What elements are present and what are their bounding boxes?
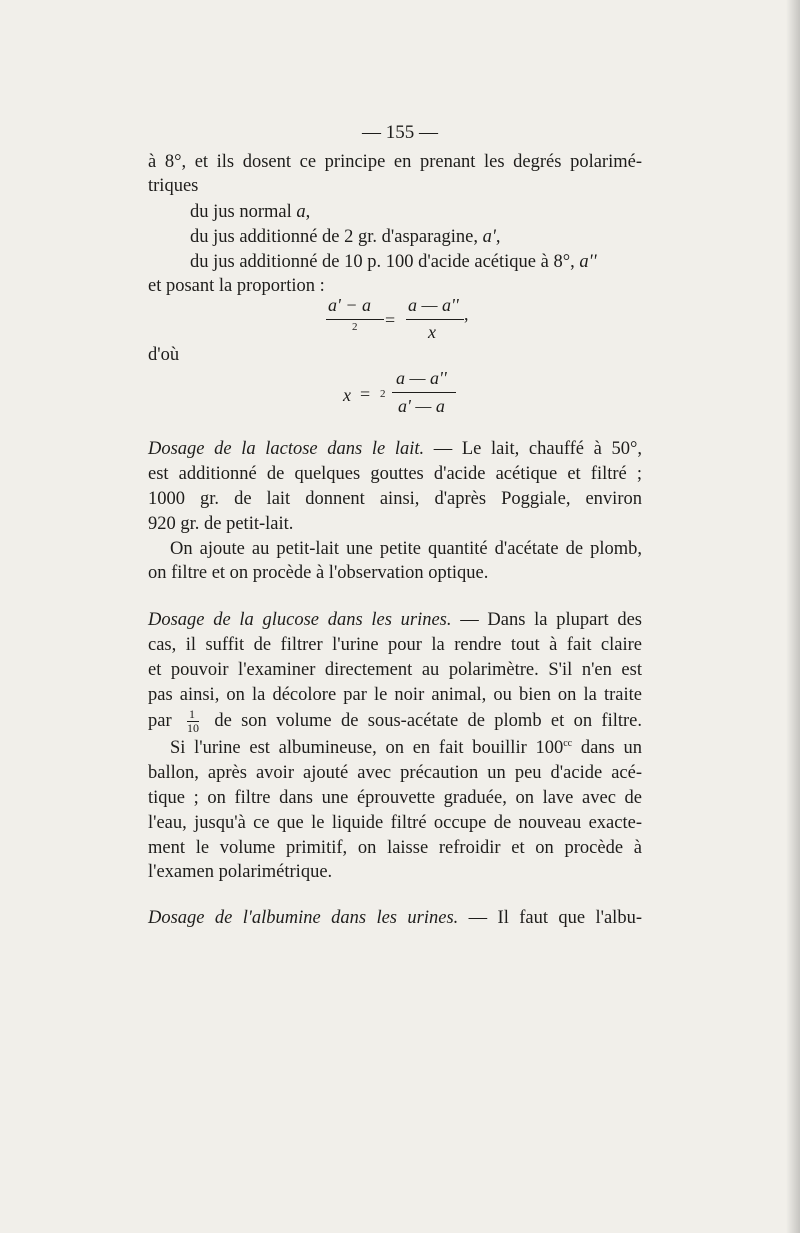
text-line: 1000 gr. de lait donnent ainsi, d'après Poggiale, environ: [148, 489, 642, 509]
section-title-albumine: Dosage de l'albumine dans les urines.: [148, 908, 459, 928]
list-item: [190, 225, 500, 249]
section-title-glucose: Dosage de la glucose dans les urines.: [148, 610, 452, 630]
section-heading-line: [148, 437, 642, 461]
inline-fraction: [187, 708, 199, 735]
fraction-bar: [406, 319, 464, 320]
fraction-numerator: a — a'': [408, 295, 459, 315]
variable: a': [482, 227, 496, 247]
punctuation: ,: [305, 202, 311, 222]
fraction-denominator: x: [428, 322, 436, 342]
fraction-denominator: 10: [186, 721, 199, 735]
superscript: cc: [563, 737, 573, 749]
text-line: et posant la proportion :: [148, 276, 325, 296]
fraction-numerator: a' − a: [328, 295, 371, 315]
section-heading-line: [148, 608, 642, 632]
text-line: On ajoute au petit-lait une petite quantité d'acétate de plomb,: [170, 539, 642, 559]
variable: a'': [579, 252, 597, 272]
equals-sign: =: [360, 384, 371, 404]
text-span: — Il faut que l'albu-: [458, 908, 642, 928]
text-line: d'où: [148, 345, 180, 365]
page-edge-shadow: [786, 0, 800, 1233]
text-span: dans un: [572, 738, 642, 758]
page-number: — 155 —: [362, 122, 438, 143]
variable: a: [296, 202, 306, 222]
text-span: de son volume de sous-acétate de plomb et on filtre.: [214, 710, 643, 731]
fraction-bar: [392, 392, 456, 393]
text-line: 920 gr. de petit-lait.: [148, 514, 294, 534]
text-line-with-fraction: [148, 708, 642, 735]
text-line: l'eau, jusqu'à ce que le liquide filtré occupe de nouveau exacte-: [148, 813, 642, 833]
text-line: à 8°, et ils dosent ce principe en prenant les degrés polarimé-: [148, 152, 642, 172]
section-heading-line: [148, 906, 642, 930]
text-line: triques: [148, 176, 199, 196]
fraction-numerator: a — a'': [396, 368, 447, 388]
fraction-numerator: 1: [187, 708, 199, 722]
text-line: [170, 736, 642, 760]
list-item-text: du jus additionné de 10 p. 100 d'acide acétique à 8°,: [190, 252, 580, 272]
equation-lhs: x: [343, 385, 351, 405]
text-line: cas, il suffit de filtrer l'urine pour la rendre tout à fait claire: [148, 635, 642, 655]
list-item: [190, 250, 597, 274]
text-span: — Dans la plupart des: [451, 610, 642, 630]
punctuation: ,: [495, 227, 501, 247]
equals-sign: =: [385, 310, 396, 330]
text-line: ballon, après avoir ajouté avec précaution un peu d'acide acé-: [148, 763, 642, 783]
list-item-text: du jus normal: [190, 202, 297, 222]
text-line: tique ; on filtre dans une éprouvette graduée, on lave avec de: [148, 788, 642, 808]
text-span: par: [148, 710, 172, 731]
list-item: [190, 200, 310, 224]
text-line: ment le volume primitif, on laisse refroidir et on procède à: [148, 838, 642, 858]
punctuation: ,: [464, 304, 469, 324]
text-line: on filtre et on procède à l'observation optique.: [148, 563, 489, 583]
coefficient: 2: [380, 388, 386, 400]
text-line: et pouvoir l'examiner directement au polarimètre. S'il n'en est: [148, 660, 642, 680]
text-line: l'examen polarimétrique.: [148, 862, 333, 882]
text-span: — Le lait, chauffé à 50°,: [424, 439, 642, 459]
text-span: Si l'urine est albumineuse, on en fait bouillir 100: [170, 738, 564, 758]
fraction-denominator: 2: [352, 321, 358, 333]
text-line: est additionné de quelques gouttes d'acide acétique et filtré ;: [148, 464, 642, 484]
text-line: pas ainsi, on la décolore par le noir animal, ou bien on la traite: [148, 685, 642, 705]
fraction-denominator: a' — a: [398, 396, 445, 416]
fraction-bar: [326, 319, 384, 320]
section-title-lactose: Dosage de la lactose dans le lait.: [148, 439, 425, 459]
list-item-text: du jus additionné de 2 gr. d'asparagine,: [190, 227, 483, 247]
